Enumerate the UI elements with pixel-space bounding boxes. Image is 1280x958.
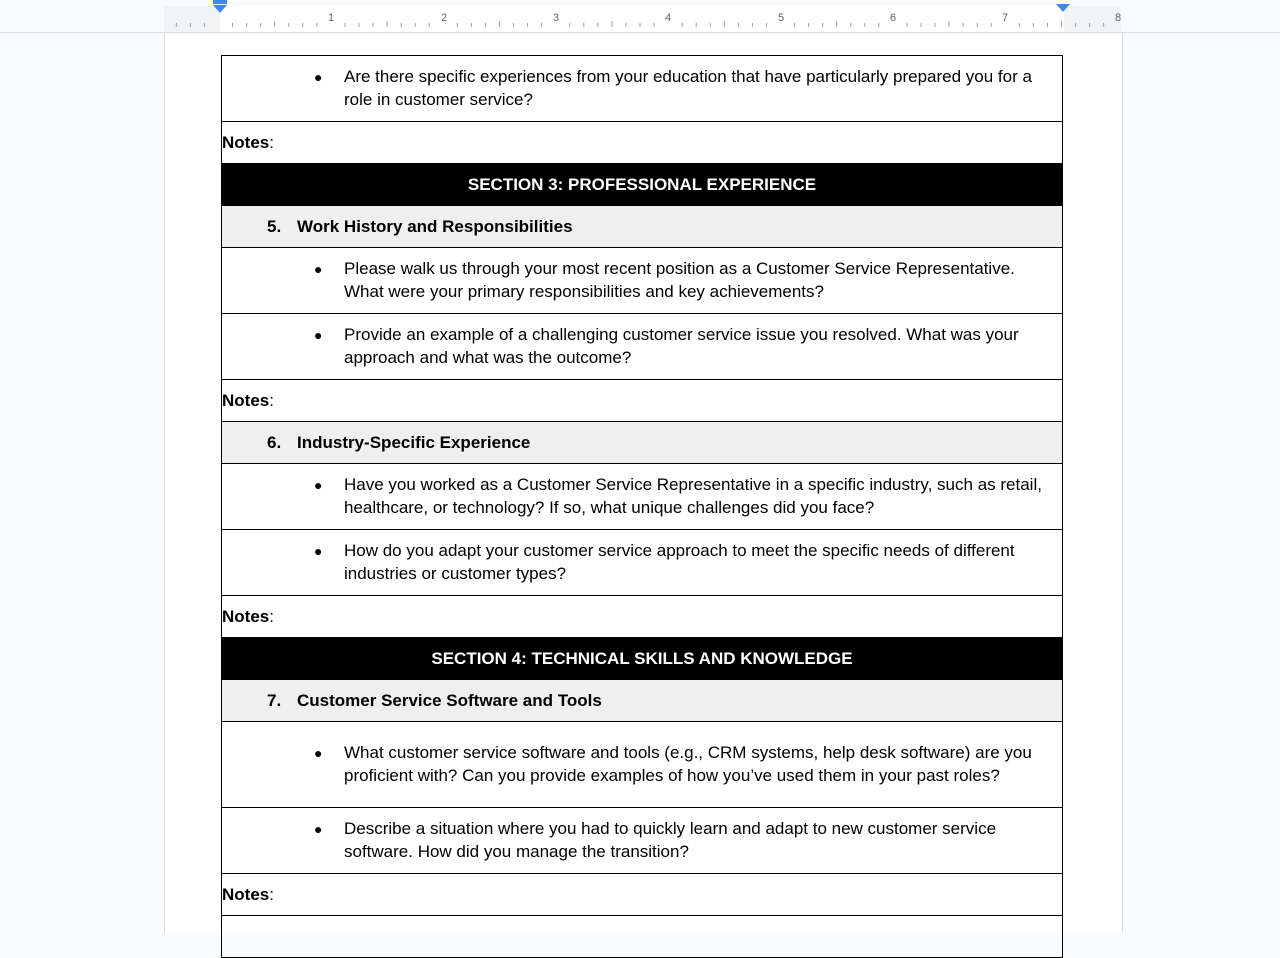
question-number: 7. <box>267 690 282 710</box>
question-title-row <box>222 680 1063 722</box>
bullet-icon: ● <box>314 261 323 277</box>
question-title: Customer Service Software and Tools <box>297 690 602 710</box>
ruler-number: 8 <box>1114 12 1122 24</box>
ruler-number: 6 <box>889 12 897 24</box>
notes-cell[interactable] <box>222 380 1063 422</box>
ruler-ticks <box>0 0 1280 32</box>
table-row <box>222 530 1063 596</box>
left-indent-marker-icon[interactable] <box>213 0 227 14</box>
notes-row <box>222 380 1063 422</box>
question-bullet-text: Provide an example of a challenging customer service issue you resolved. What was your approach and what was the outcome? <box>344 325 1019 367</box>
question-title: Industry-Specific Experience <box>297 432 531 452</box>
question-number: 5. <box>267 216 282 236</box>
table-cell[interactable] <box>222 808 1063 874</box>
table-cell[interactable] <box>222 722 1063 808</box>
section-header-row <box>222 164 1063 206</box>
table-row <box>222 916 1063 958</box>
bullet-icon: ● <box>314 821 323 837</box>
notes-row <box>222 596 1063 638</box>
bullet-icon: ● <box>314 69 323 85</box>
table-cell[interactable] <box>222 314 1063 380</box>
question-title: Work History and Responsibilities <box>297 216 573 236</box>
right-indent-marker-icon[interactable] <box>1056 0 1070 14</box>
table-cell[interactable] <box>222 464 1063 530</box>
table-row <box>222 808 1063 874</box>
table-cell[interactable] <box>222 248 1063 314</box>
question-title-row <box>222 206 1063 248</box>
notes-colon: : <box>269 390 274 410</box>
table-row <box>222 56 1063 122</box>
notes-row <box>222 122 1063 164</box>
bullet-icon: ● <box>314 543 323 559</box>
table-row <box>222 314 1063 380</box>
ruler-number: 3 <box>552 12 560 24</box>
section-header-row <box>222 638 1063 680</box>
document-page[interactable] <box>164 33 1123 933</box>
notes-colon: : <box>269 606 274 626</box>
question-bullet-text: What customer service software and tools (e.g., CRM systems, help desk software) are you proficient with? Can you provide examples of how you’ve used them in your past roles? <box>344 743 1032 785</box>
notes-row <box>222 874 1063 916</box>
notes-label: Notes <box>222 606 270 626</box>
bullet-icon: ● <box>314 327 323 343</box>
bullet-icon: ● <box>314 477 323 493</box>
notes-cell[interactable] <box>222 874 1063 916</box>
ruler-number: 5 <box>777 12 785 24</box>
interview-table <box>221 55 1063 958</box>
table-cell[interactable] <box>222 56 1063 122</box>
table-cell[interactable] <box>222 916 1063 958</box>
notes-label: Notes <box>222 884 270 904</box>
ruler-number: 4 <box>664 12 672 24</box>
section-heading[interactable]: SECTION 4: TECHNICAL SKILLS AND KNOWLEDGE <box>222 638 1063 680</box>
ruler-number: 7 <box>1001 12 1009 24</box>
notes-colon: : <box>269 132 274 152</box>
table-row <box>222 248 1063 314</box>
bullet-icon: ● <box>314 745 323 761</box>
ruler-number: 2 <box>440 12 448 24</box>
question-number: 6. <box>267 432 282 452</box>
notes-label: Notes <box>222 390 270 410</box>
section-heading[interactable]: SECTION 3: PROFESSIONAL EXPERIENCE <box>222 164 1063 206</box>
question-bullet-text: Have you worked as a Customer Service Representative in a specific industry, such as retail, healthcare, or technology? If so, what unique challenges did you face? <box>344 475 1042 517</box>
question-bullet-text: Please walk us through your most recent position as a Customer Service Representative. What were your primary responsibilities and key achievements? <box>344 259 1015 301</box>
table-cell[interactable] <box>222 530 1063 596</box>
notes-cell[interactable] <box>222 596 1063 638</box>
table-cell[interactable] <box>222 680 1063 722</box>
table-cell[interactable] <box>222 422 1063 464</box>
question-bullet-text: Describe a situation where you had to quickly learn and adapt to new customer service software. How did you manage the transition? <box>344 819 997 861</box>
table-row <box>222 722 1063 808</box>
notes-label: Notes <box>222 132 270 152</box>
question-title-row <box>222 422 1063 464</box>
notes-cell[interactable] <box>222 122 1063 164</box>
ruler-number: 1 <box>327 12 335 24</box>
table-cell[interactable] <box>222 206 1063 248</box>
question-bullet-text: Are there specific experiences from your education that have particularly prepared you for a role in customer service? <box>344 67 1032 109</box>
notes-colon: : <box>269 884 274 904</box>
table-row <box>222 464 1063 530</box>
question-bullet-text: How do you adapt your customer service approach to meet the specific needs of different industries or customer types? <box>344 541 1015 583</box>
horizontal-ruler[interactable] <box>0 0 1280 33</box>
